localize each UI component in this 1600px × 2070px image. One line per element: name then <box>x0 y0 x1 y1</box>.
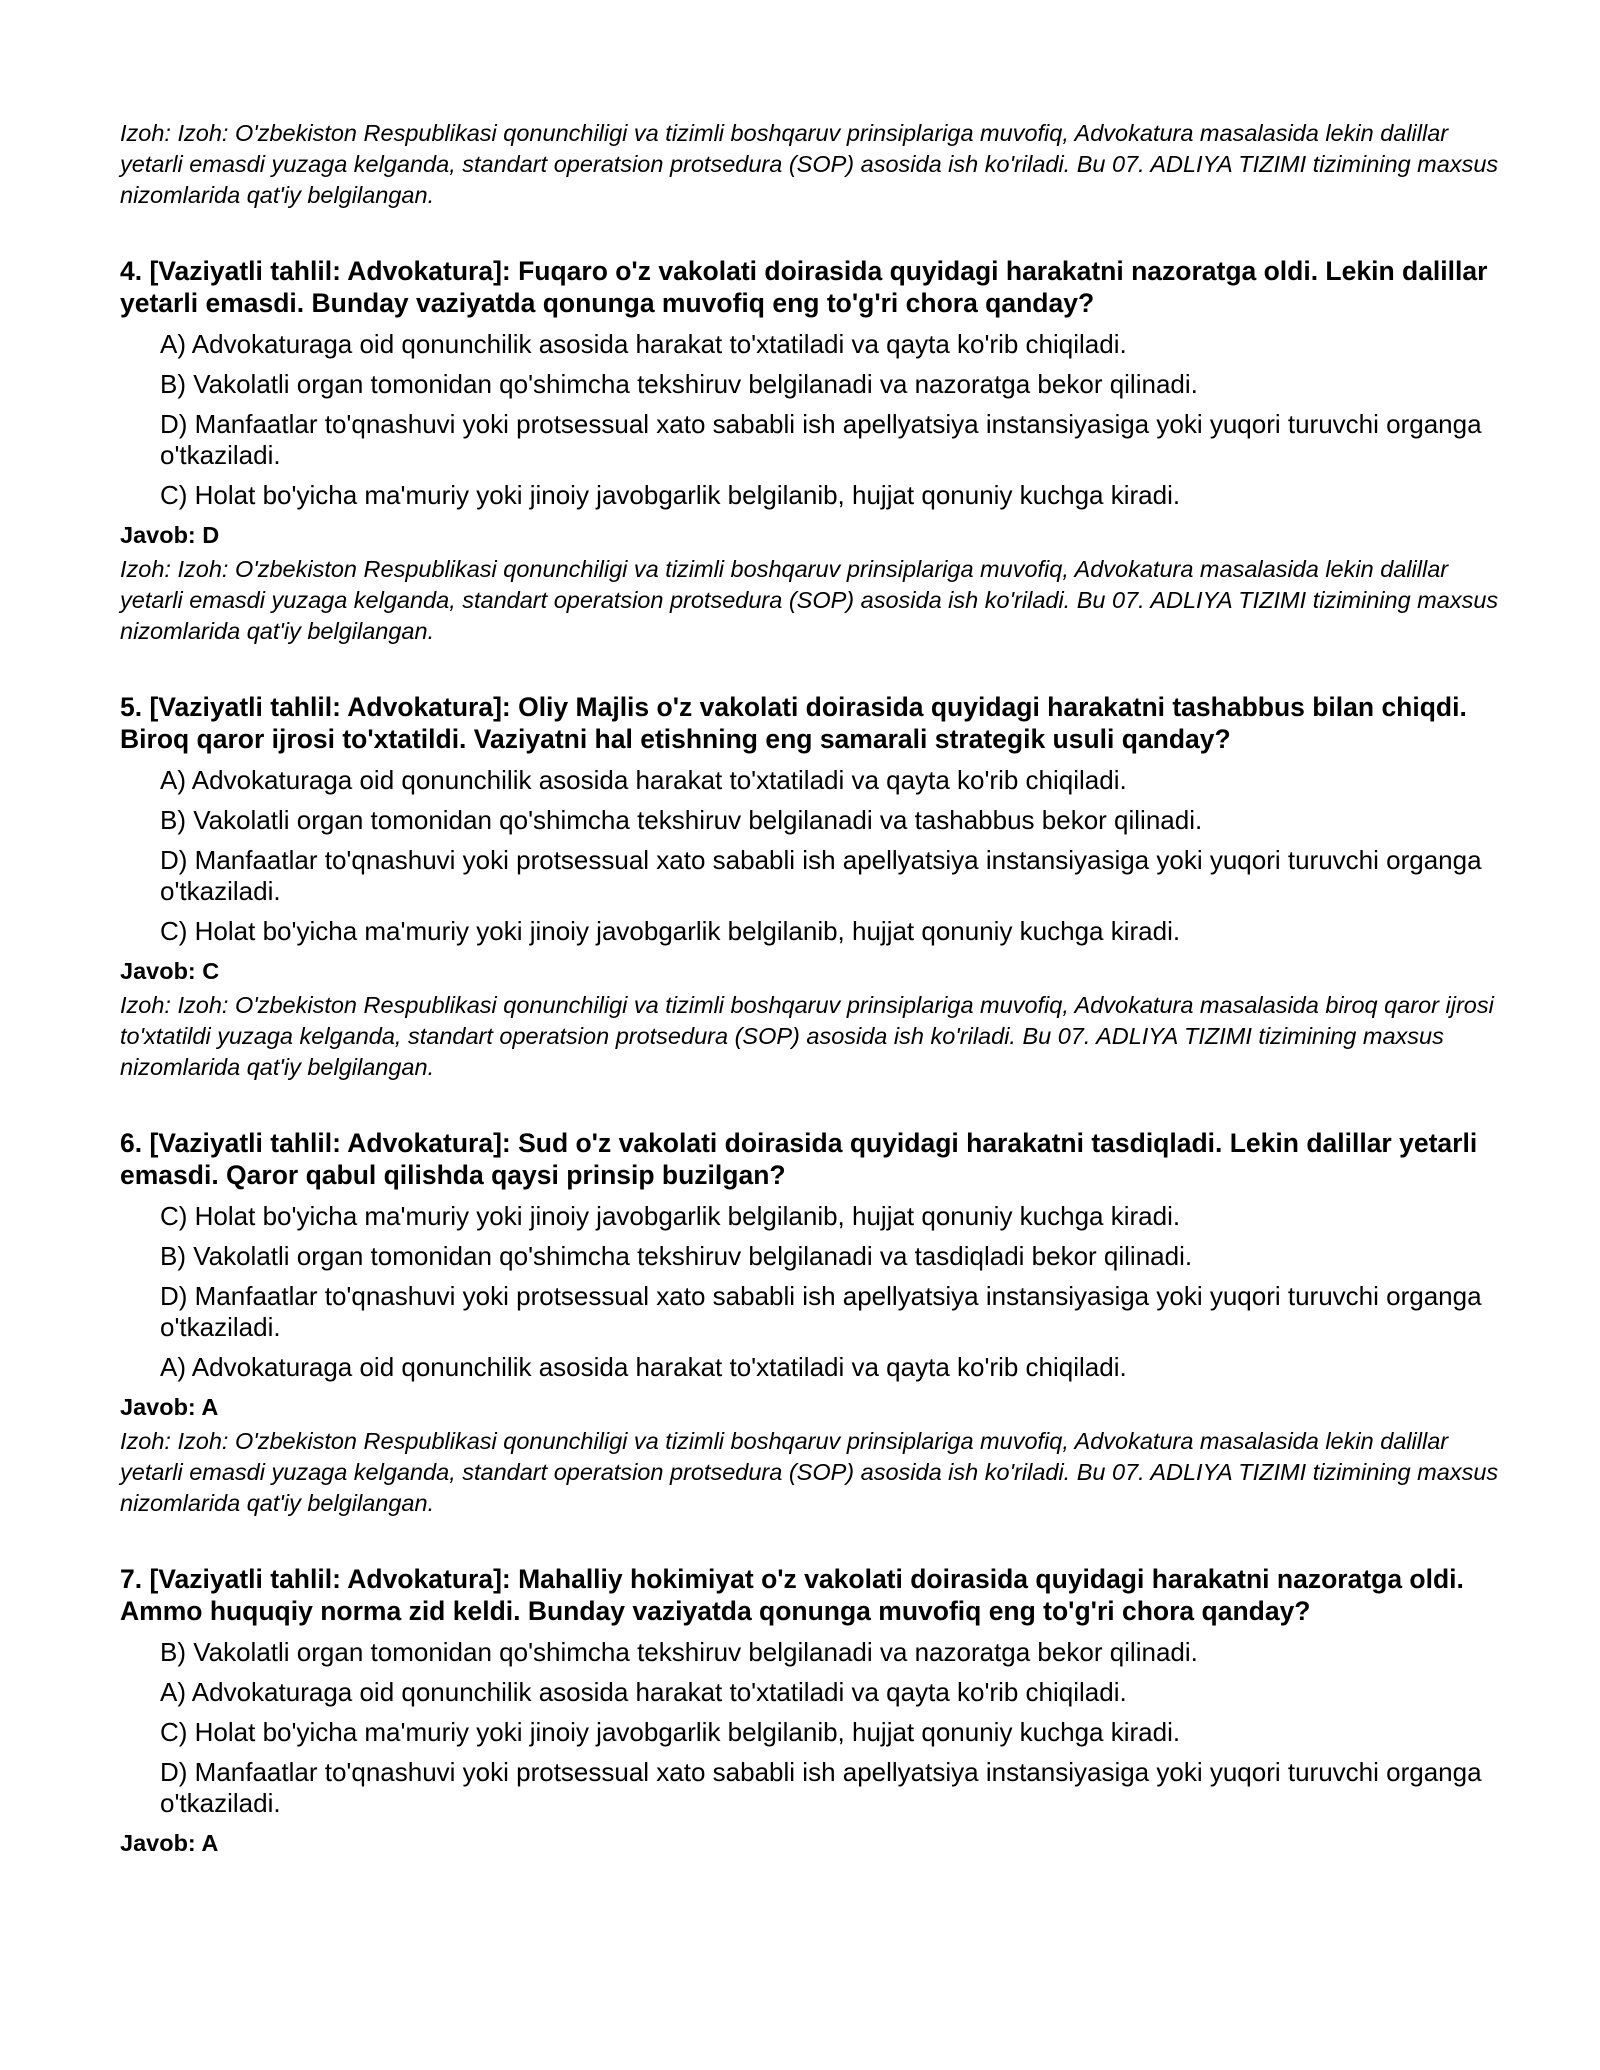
question-block <box>120 255 1500 647</box>
answer-option: B) Vakolatli organ tomonidan qo'shimcha tekshiruv belgilanadi va nazoratga bekor qilinadi. <box>160 369 1198 399</box>
answer-key: Javob: C <box>120 958 220 984</box>
explanation-text: Izoh: Izoh: O'zbekiston Respublikasi qonunchiligi va tizimli boshqaruv prinsiplariga muvofiq, Advokatura masalasida lekin dalillar yetarli emasdi yuzaga kelganda, standart operatsion protsedura (SOP) asosida ish ko'riladi. Bu 07. ADLIYA TIZIMI tizimining maxsus nizomlarida qat'iy belgilangan. <box>120 1428 1499 1516</box>
answer-options <box>120 1201 1500 1383</box>
answer-option: A) Advokaturaga oid qonunchilik asosida harakat to'xtatiladi va qayta ko'rib chiqiladi. <box>160 1352 1127 1382</box>
answer-option: A) Advokaturaga oid qonunchilik asosida harakat to'xtatiladi va qayta ko'rib chiqiladi. <box>160 1677 1127 1707</box>
answer-key: Javob: D <box>120 522 220 548</box>
answer-option: B) Vakolatli organ tomonidan qo'shimcha tekshiruv belgilanadi va tashabbus bekor qilinadi. <box>160 805 1203 835</box>
question-text: 7. [Vaziyatli tahlil: Advokatura]: Mahalliy hokimiyat o'z vakolati doirasida quyidagi harakatni nazoratga oldi. Ammo huquqiy norma zid keldi. Bunday vaziyatda qonunga muvofiq eng to'g'ri chora qanday? <box>120 1564 1464 1626</box>
answer-option: A) Advokaturaga oid qonunchilik asosida harakat to'xtatiladi va qayta ko'rib chiqiladi. <box>160 329 1127 359</box>
document-page <box>120 118 1500 1862</box>
question-block <box>120 1563 1500 1858</box>
answer-option: D) Manfaatlar to'qnashuvi yoki protsessual xato sababli ish apellyatsiya instansiyasiga yoki yuqori turuvchi organga o'tkaziladi. <box>160 1757 1482 1818</box>
explanation-text: Izoh: Izoh: O'zbekiston Respublikasi qonunchiligi va tizimli boshqaruv prinsiplariga muvofiq, Advokatura masalasida lekin dalillar yetarli emasdi yuzaga kelganda, standart operatsion protsedura (SOP) asosida ish ko'riladi. Bu 07. ADLIYA TIZIMI tizimining maxsus nizomlarida qat'iy belgilangan. <box>120 556 1499 644</box>
answer-option: C) Holat bo'yicha ma'muriy yoki jinoiy javobgarlik belgilanib, hujjat qonuniy kuchga kiradi. <box>160 1201 1181 1231</box>
explanation-text: Izoh: Izoh: O'zbekiston Respublikasi qonunchiligi va tizimli boshqaruv prinsiplariga muvofiq, Advokatura masalasida lekin dalillar yetarli emasdi yuzaga kelganda, standart operatsion protsedura (SOP) asosida ish ko'riladi. Bu 07. ADLIYA TIZIMI tizimining maxsus nizomlarida qat'iy belgilangan. <box>120 120 1499 208</box>
answer-option: A) Advokaturaga oid qonunchilik asosida harakat to'xtatiladi va qayta ko'rib chiqiladi. <box>160 765 1127 795</box>
answer-option: D) Manfaatlar to'qnashuvi yoki protsessual xato sababli ish apellyatsiya instansiyasiga yoki yuqori turuvchi organga o'tkaziladi. <box>160 1281 1482 1342</box>
answer-option: C) Holat bo'yicha ma'muriy yoki jinoiy javobgarlik belgilanib, hujjat qonuniy kuchga kiradi. <box>160 916 1181 946</box>
question-text: 5. [Vaziyatli tahlil: Advokatura]: Oliy Majlis o'z vakolati doirasida quyidagi harakatni tashabbus bilan chiqdi. Biroq qaror ijrosi to'xtatildi. Vaziyatni hal etishning eng samarali strategik usuli qanday? <box>120 692 1467 754</box>
answer-option: D) Manfaatlar to'qnashuvi yoki protsessual xato sababli ish apellyatsiya instansiyasiga yoki yuqori turuvchi organga o'tkaziladi. <box>160 845 1482 906</box>
explanation-text: Izoh: Izoh: O'zbekiston Respublikasi qonunchiligi va tizimli boshqaruv prinsiplariga muvofiq, Advokatura masalasida biroq qaror ijrosi to'xtatildi yuzaga kelganda, standart operatsion protsedura (SOP) asosida ish ko'riladi. Bu 07. ADLIYA TIZIMI tizimining maxsus nizomlarida qat'iy belgilangan. <box>120 992 1494 1080</box>
question-text: 4. [Vaziyatli tahlil: Advokatura]: Fuqaro o'z vakolati doirasida quyidagi harakatni nazoratga oldi. Lekin dalillar yetarli emasdi. Bunday vaziyatda qonunga muvofiq eng to'g'ri chora qanday? <box>120 256 1488 318</box>
answer-key: Javob: A <box>120 1830 219 1856</box>
answer-option: C) Holat bo'yicha ma'muriy yoki jinoiy javobgarlik belgilanib, hujjat qonuniy kuchga kiradi. <box>160 480 1181 510</box>
answer-option: B) Vakolatli organ tomonidan qo'shimcha tekshiruv belgilanadi va nazoratga bekor qilinadi. <box>160 1637 1198 1667</box>
question-block <box>120 691 1500 1083</box>
answer-option: B) Vakolatli organ tomonidan qo'shimcha tekshiruv belgilanadi va tasdiqladi bekor qilinadi. <box>160 1241 1193 1271</box>
question-text: 6. [Vaziyatli tahlil: Advokatura]: Sud o'z vakolati doirasida quyidagi harakatni tasdiqladi. Lekin dalillar yetarli emasdi. Qaror qabul qilishda qaysi prinsip buzilgan? <box>120 1128 1478 1190</box>
answer-option: C) Holat bo'yicha ma'muriy yoki jinoiy javobgarlik belgilanib, hujjat qonuniy kuchga kiradi. <box>160 1717 1181 1747</box>
answer-option: D) Manfaatlar to'qnashuvi yoki protsessual xato sababli ish apellyatsiya instansiyasiga yoki yuqori turuvchi organga o'tkaziladi. <box>160 409 1482 470</box>
question-block <box>120 1127 1500 1519</box>
answer-options <box>120 765 1500 947</box>
answer-options <box>120 1637 1500 1819</box>
answer-options <box>120 329 1500 511</box>
answer-key: Javob: A <box>120 1394 219 1420</box>
